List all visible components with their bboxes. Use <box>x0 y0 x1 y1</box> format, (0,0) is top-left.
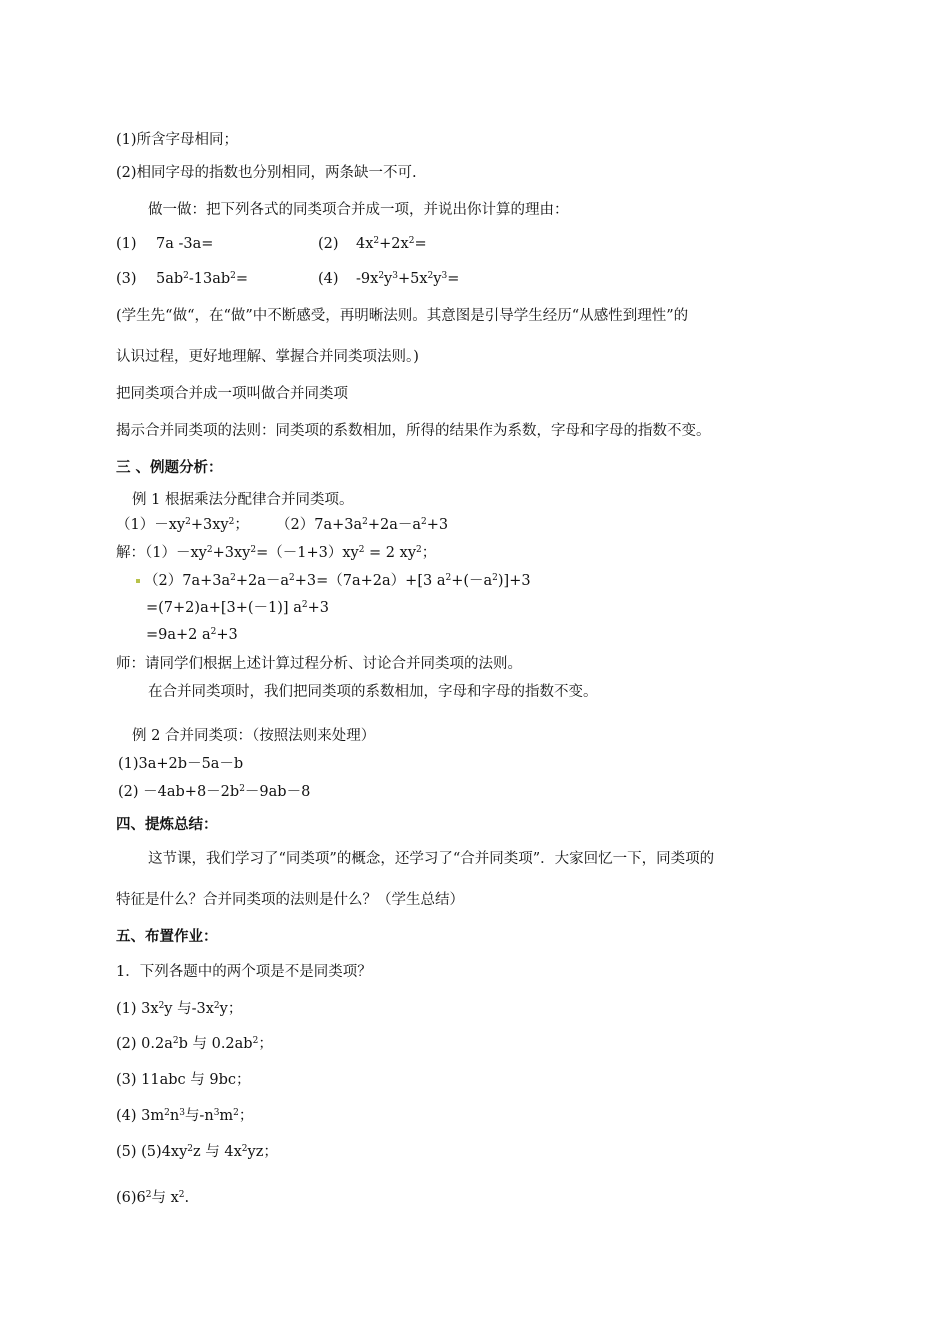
section-4-heading: 四、提炼总结： <box>116 816 218 833</box>
summary-line-1: 这节课，我们学习了“同类项”的概念，还学习了“合并同类项”．大家回忆一下，同类项的 <box>148 851 715 867</box>
practice-4-num: (4) <box>318 271 339 287</box>
example-2-q2: $(2) -4ab+8-2b^2-9ab-8$ <box>118 784 311 800</box>
example-1-q2: $(2)7a+3a^2+2a-a^2+3$ <box>276 517 449 533</box>
practice-3-expr: $5ab^2-13ab^2=$ <box>156 271 249 287</box>
homework-item-5: (5) $(5)4xy^2z$ 与 $4x^2yz$； <box>116 1144 278 1160</box>
marker-dot <box>136 579 140 583</box>
solution-line-4: =9a+2 $a^2+3$ <box>146 627 238 643</box>
homework-item-6: $(6)6^2$与 $x^2$. <box>116 1190 190 1206</box>
solution-line-2: $(2)7a+3a^2+2a-a^2+3=(7a+2a)+[3$ $a^2+(-a^2)]+3$ <box>136 571 531 591</box>
rule: 揭示合并同类项的法则：同类项的系数相加，所得的结果作为系数，字母和字母的指数不变。 <box>116 423 711 439</box>
homework-item-4: (4) $3m^2n^3$与$-n^3m^2$； <box>116 1108 254 1124</box>
homework-question: 1．下列各题中的两个项是不是同类项？ <box>116 964 372 980</box>
practice-3-num: (3) <box>116 271 137 287</box>
note-line-1: (学生先“做“，在“做”中不断感受，再明晰法则。其意图是引导学生经历“从感性到理性”的 <box>116 308 689 324</box>
summary-line-2: 特征是什么？合并同类项的法则是什么？（学生总结） <box>116 892 464 908</box>
practice-2-expr: $4x^2+2x^2=$ <box>356 236 427 252</box>
criterion-2: (2)相同字母的指数也分别相同，两条缺一不可. <box>116 165 417 181</box>
solution-line-1: 解：$(1)-xy^2+3xy^2=(-1+3)xy^2 = 2$ $xy^2$； <box>116 545 437 561</box>
teacher-rule: 在合并同类项时，我们把同类项的系数相加，字母和字母的指数不变。 <box>148 684 598 700</box>
homework-item-3: (3) 11abc 与 9bc； <box>116 1072 251 1088</box>
example-2-title: 例 2 合并同类项：（按照法则来处理） <box>132 728 376 744</box>
note-line-2: 认识过程，更好地理解、掌握合并同类项法则。) <box>116 349 419 365</box>
homework-item-1: (1) $3x^2y$ 与$-3x^2y$； <box>116 1001 243 1017</box>
practice-1-expr: 7a -3a= <box>156 236 214 252</box>
practice-4-expr: $-9x^2y^3+5x^2y^3=$ <box>356 271 460 287</box>
solution-line-3: =(7+2)a+[3+(－1)] $a^2+3$ <box>146 600 329 616</box>
example-1-title: 例 1 根据乘法分配律合并同类项。 <box>132 492 354 508</box>
section-5-heading: 五、布置作业： <box>116 928 218 945</box>
criterion-1: (1)所含字母相同； <box>116 132 239 148</box>
practice-intro: 做一做：把下列各式的同类项合并成一项，并说出你计算的理由： <box>148 202 569 218</box>
example-1-q1: $(1)-xy^2+3xy^2$； <box>116 517 249 533</box>
definition: 把同类项合并成一项叫做合并同类项 <box>116 386 348 402</box>
homework-item-2: (2) $0.2a^2b$ 与 $0.2ab^2$； <box>116 1036 273 1052</box>
section-3-heading: 三 、例题分析： <box>116 459 223 476</box>
practice-2-num: (2) <box>318 236 339 252</box>
practice-1-num: (1) <box>116 236 137 252</box>
example-2-q1: (1)3a+2b－5a－b <box>118 756 244 772</box>
teacher-prompt: 师：请同学们根据上述计算过程分析、讨论合并同类项的法则。 <box>116 656 522 672</box>
